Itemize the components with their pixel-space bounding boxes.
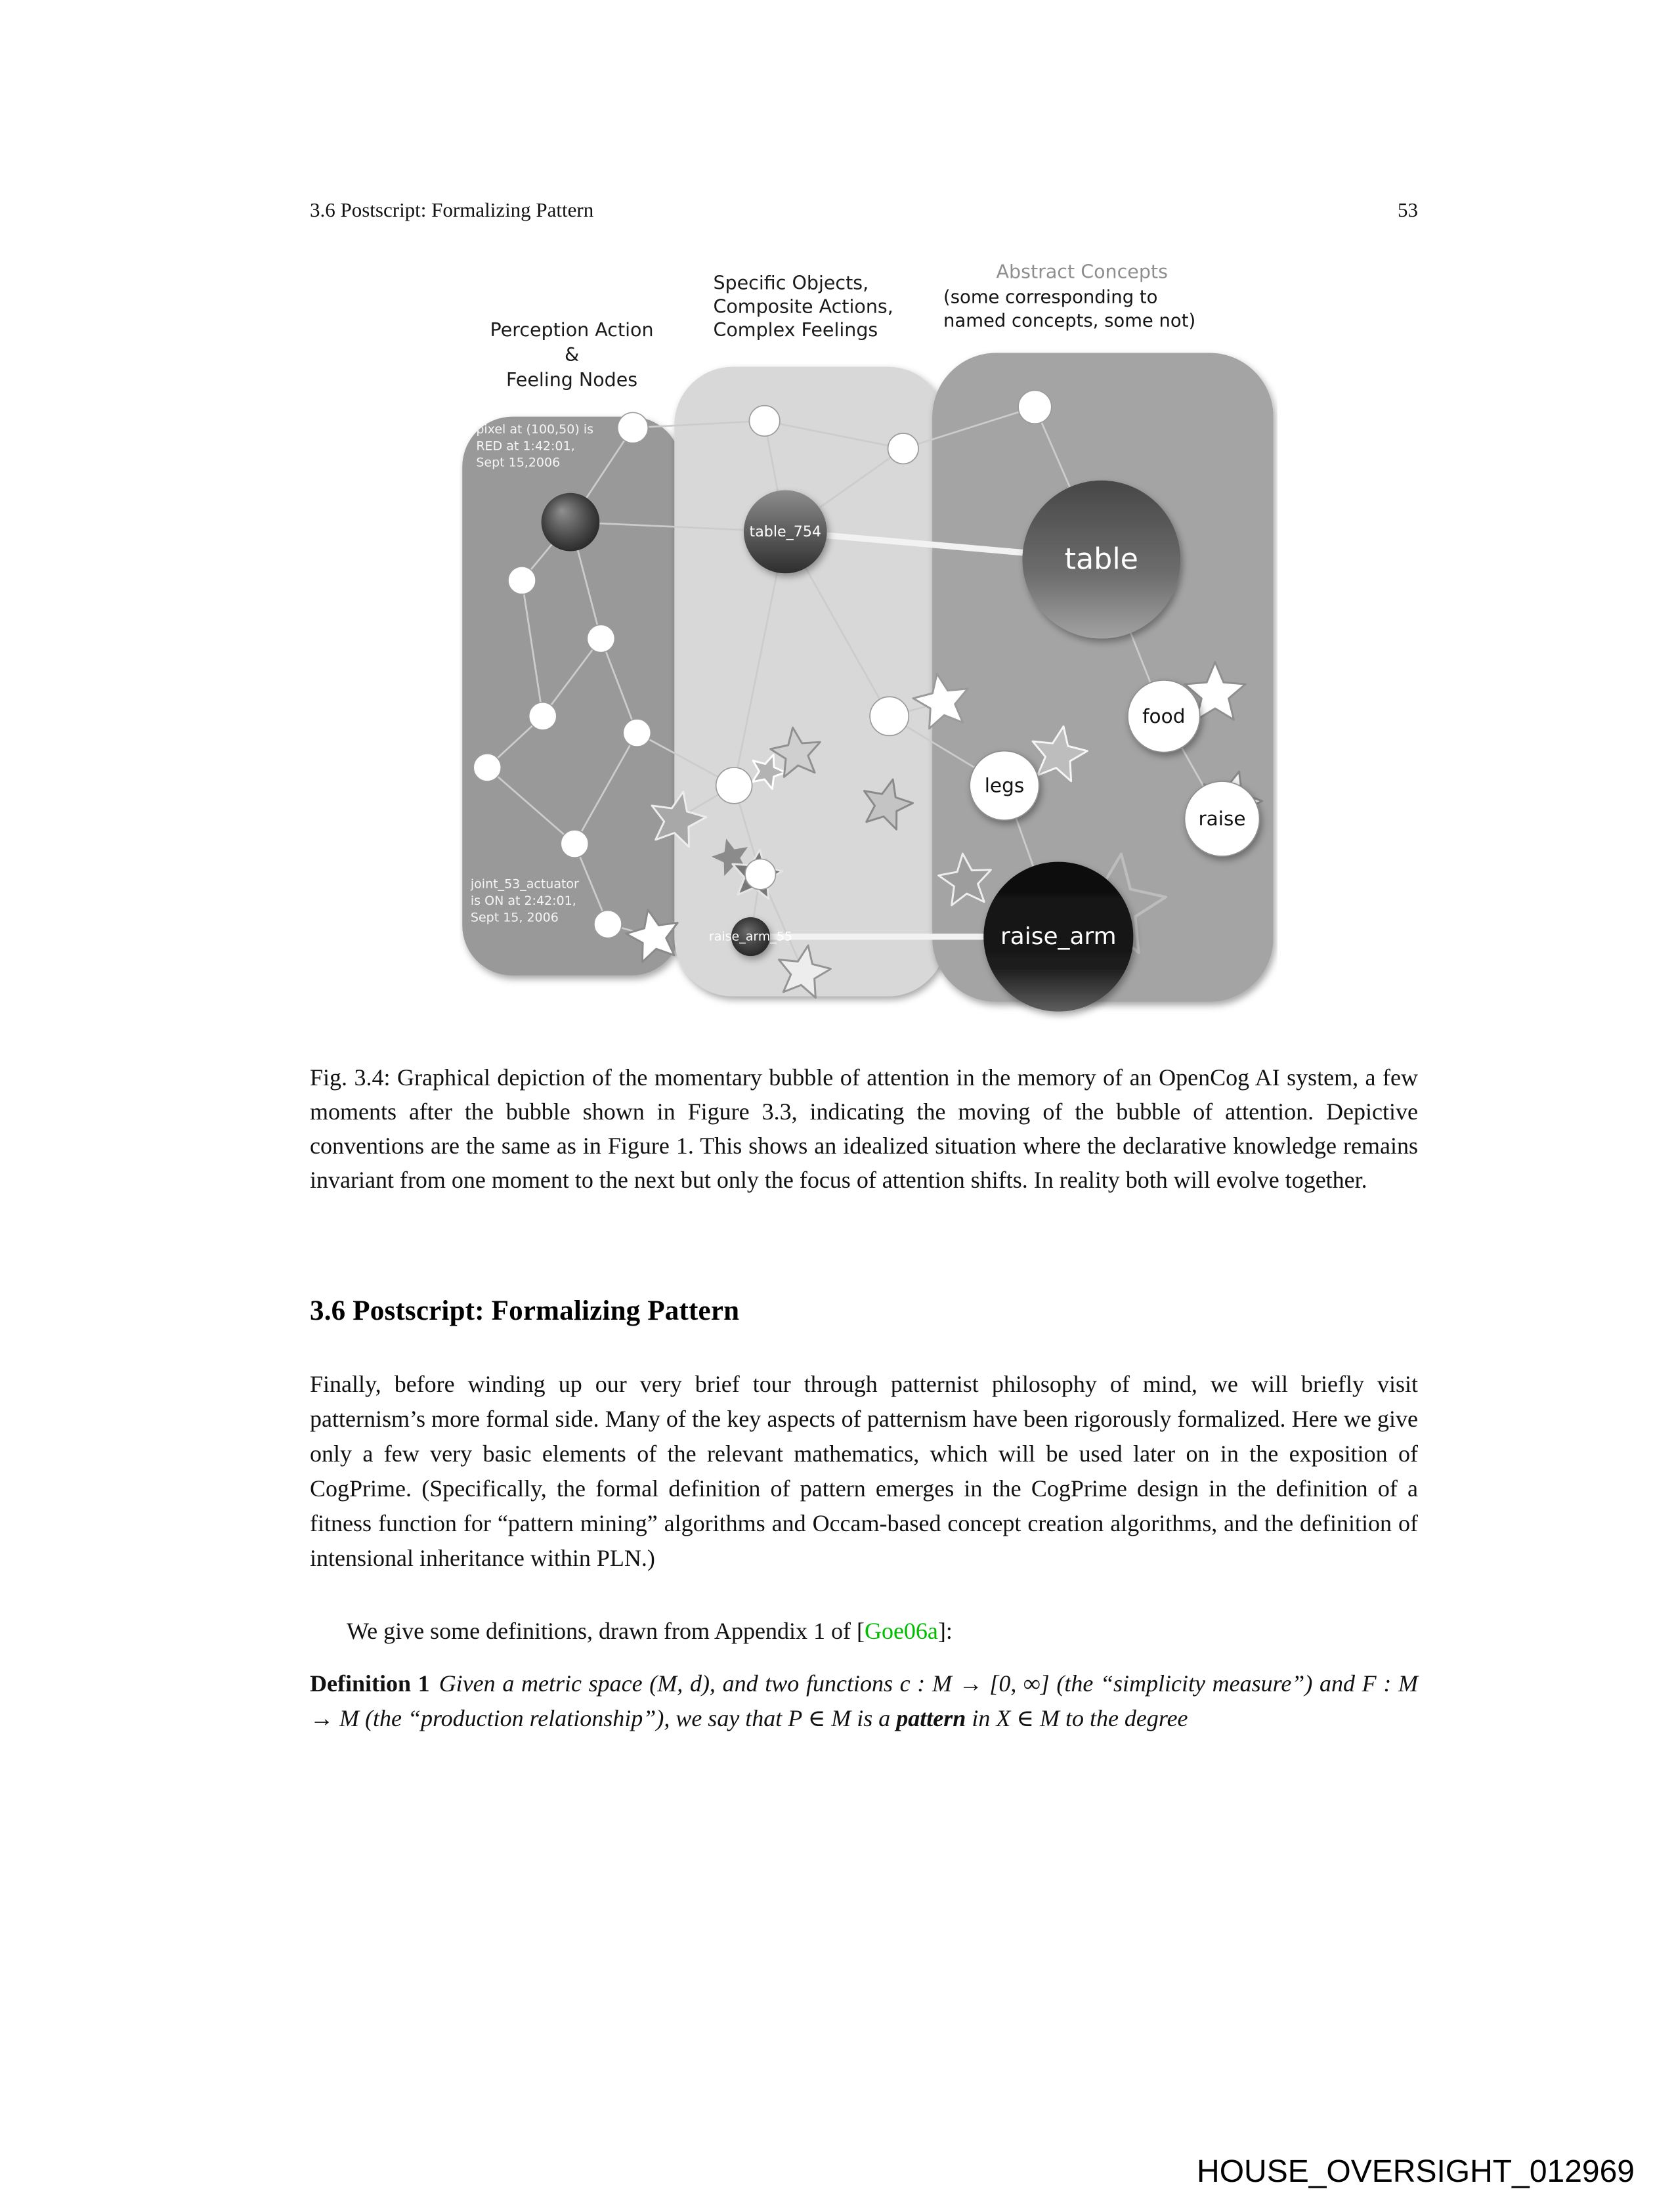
- figure-caption: Fig. 3.4: Graphical depiction of the momentary bubble of attention in the memory of an OpenCog AI system, a few moments after the bubble shown in Figure 3.3, indicating the moving of the bubble of attention. Depictive conventions are the same as in Figure 1. This shows an idealized situation where the declarative knowledge remains invariant from one moment to the next but only the focus of attention shifts. In reality both will evolve together.: [310, 1064, 1418, 1193]
- node-p4: [529, 703, 557, 730]
- figure-3-4: [460, 261, 1277, 1027]
- perception-panel-label: Perception Action: [490, 319, 654, 341]
- annotation-joint: is ON at 2:42:01,: [470, 894, 576, 909]
- running-head: [310, 198, 1418, 222]
- annotation-joint: joint_53_actuator: [470, 877, 579, 892]
- node-p5: [473, 754, 501, 781]
- node-label-legs: legs: [984, 774, 1025, 797]
- definitions-intro-suffix: ]:: [937, 1618, 953, 1644]
- abstract-panel-title: Abstract Concepts: [996, 261, 1168, 283]
- node-label-table: table: [1064, 542, 1138, 576]
- abstract-panel-subtitle: named concepts, some not): [943, 311, 1196, 332]
- body-paragraph: Finally, before winding up our very brief tour through patternist philosophy of mind, we will briefly visit patternism’s more formal side. Many of the key aspects of patternism have been rigorously formalized. Here we give only a few very basic elements of the relevant mathematics, which will be used later on in the exposition of CogPrime. (Specifically, the formal definition of pattern emerges in the CogPrime design in the definition of a fitness function for “pattern mining” algorithms and Occam-based concept creation algorithms, and the definition of intensional inheritance within PLN.): [310, 1371, 1418, 1571]
- node-a1: [1018, 391, 1052, 424]
- node-m4: [870, 697, 909, 735]
- abstract-panel-subtitle: (some corresponding to: [943, 287, 1158, 308]
- node-p8: [594, 910, 622, 938]
- definition-body: [310, 1670, 1418, 1731]
- node-label-raise-arm: raise_arm: [1000, 923, 1117, 951]
- annotation-pixel: RED at 1:42:01,: [476, 439, 575, 454]
- node-p1: [618, 412, 648, 443]
- citation-link[interactable]: Goe06a: [864, 1618, 938, 1644]
- perception-panel-label: Feeling Nodes: [505, 369, 638, 391]
- definition-body-part1: Given a metric space (M, d), and two functions c : M → [0, ∞] (the “simplicity measure”) and F : M → M (the “production relationship”), we say that P ∈ M is a: [310, 1670, 1418, 1731]
- definition-body-part2: in X ∈ M to the degree: [966, 1705, 1188, 1731]
- node-label-raise-arm-55: raise_arm_55: [708, 929, 793, 944]
- annotation-pixel: Sept 15,2006: [476, 455, 561, 470]
- node-label-food: food: [1142, 705, 1186, 727]
- specific-panel-label: Complex Feelings: [713, 319, 878, 341]
- section-heading: 3.6 Postscript: Formalizing Pattern: [310, 1295, 740, 1326]
- node-m5: [745, 859, 775, 889]
- definitions-intro-text: We give some definitions, drawn from Appendix 1 of [: [347, 1618, 865, 1644]
- specific-panel-label: Specific Objects,: [713, 272, 869, 294]
- annotation-joint: Sept 15, 2006: [470, 910, 559, 925]
- node-label-raise: raise: [1198, 808, 1246, 831]
- node-p6: [623, 719, 651, 747]
- node-m1: [749, 406, 779, 436]
- definition-label: Definition 1: [310, 1670, 430, 1697]
- node-m2: [888, 433, 918, 464]
- definition-1: [310, 1666, 1418, 1736]
- definition-keyword: pattern: [896, 1705, 966, 1731]
- node-label-table-754: table_754: [749, 523, 822, 540]
- attention-bubble-diagram: [460, 261, 1277, 1027]
- definitions-intro-paragraph: [310, 1614, 1418, 1649]
- annotation-pixel: pixel at (100,50) is: [476, 422, 594, 437]
- specific-panel-label: Composite Actions,: [713, 295, 893, 318]
- node-m3: [716, 768, 752, 804]
- page-number: 53: [1398, 198, 1418, 221]
- node-sensor-ball: [542, 493, 600, 552]
- node-p7: [561, 830, 588, 857]
- node-p2: [508, 567, 536, 594]
- node-p3: [587, 624, 614, 652]
- running-head-title: 3.6 Postscript: Formalizing Pattern: [310, 198, 594, 221]
- perception-panel-label: &: [564, 344, 580, 366]
- bates-stamp: HOUSE_OVERSIGHT_012969: [1197, 2154, 1635, 2189]
